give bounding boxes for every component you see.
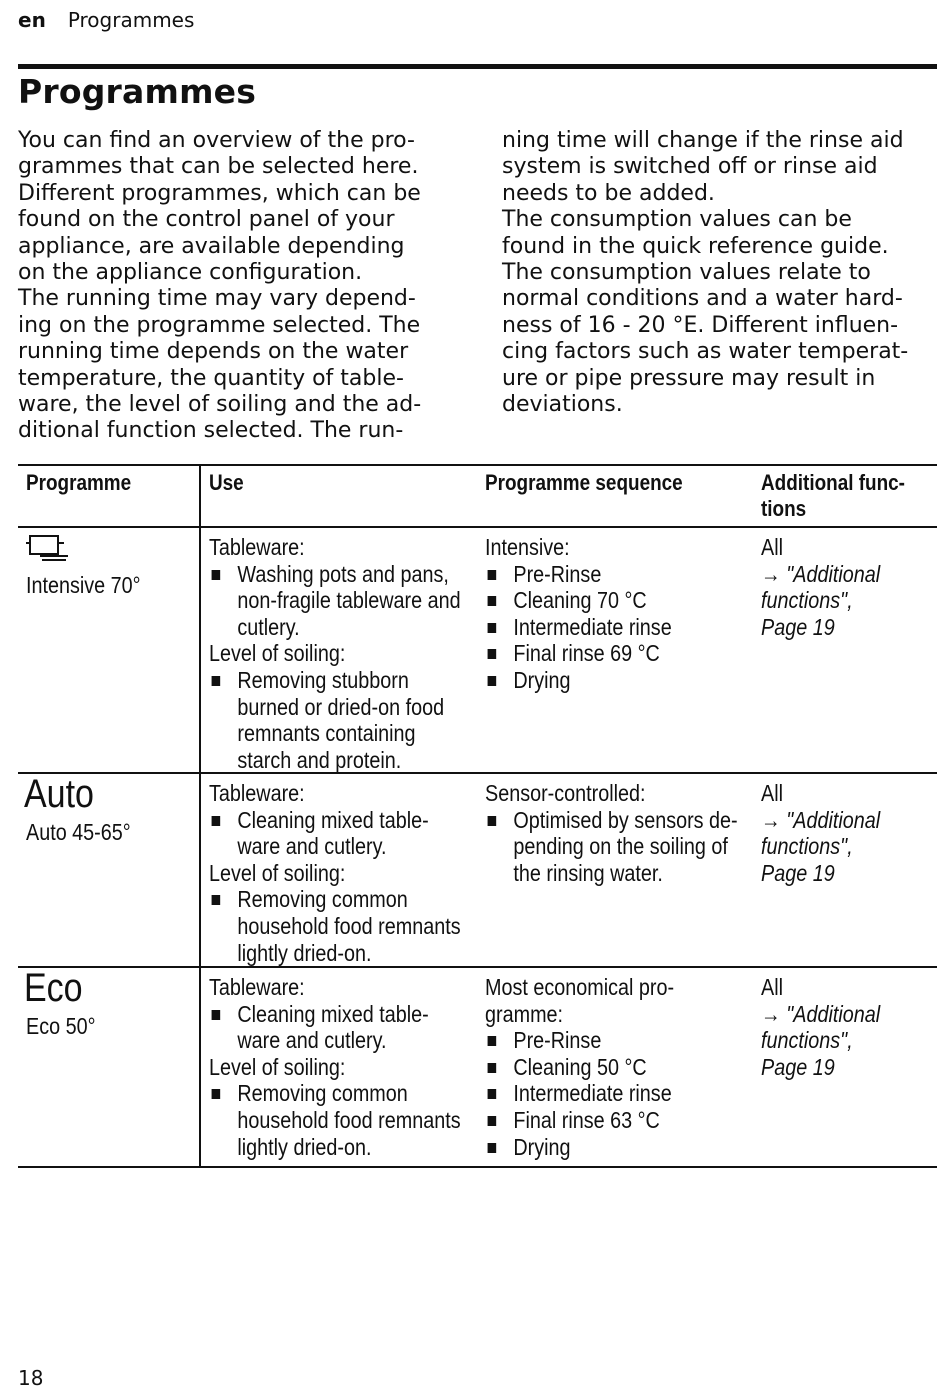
column-divider-1 <box>199 466 201 1166</box>
use-cell: Tableware: Washing pots and pans, non-fragile tableware and cutlery. Level of soiling: Removing stubborn burned or dried-on food remnants containing starch and protein. <box>209 534 476 773</box>
intro-left-column: You can find an overview of the pro- grammes that can be selected here. Different programmes, which can be found on the control panel of your appliance, are available depending on the appliance configuration. The running time may vary depend- ing on the programme selected. The running time depends on the water temperature, the quantity of table- ware, the level of soiling and the ad- ditional function selected. The run- <box>18 128 422 444</box>
table-bottom-rule <box>18 1166 937 1168</box>
section-name: Programmes <box>67 8 195 32</box>
column-header-additional: Additional func- tions <box>761 470 905 521</box>
cross-reference-link[interactable]: → "Additional <box>761 1000 881 1027</box>
page-number: 18 <box>18 1366 44 1390</box>
additional-cell: All → "Additional functions", Page 19 <box>761 534 933 640</box>
title-rule <box>18 64 937 69</box>
intro-right-column: ning time will change if the rinse aid system is switched off or rinse aid needs to be added. The consumption values can be found in the quick reference guide. The consumption values relate to normal conditions and a water hard- ness of 16 - 20 °E. Different influen- cing factors such as water temperat- ure or pipe pressure may result in deviations. <box>502 128 909 418</box>
arrow-icon: → <box>761 560 781 587</box>
row-rule-1 <box>18 772 937 774</box>
sequence-cell: Sensor-controlled: Optimised by sensors de- pending on the soiling of the rinsing water. <box>485 780 752 886</box>
sequence-cell: Most economical pro- gramme: Pre-Rinse Cleaning 50 °C Intermediate rinse Final rinse 63 °C Drying <box>485 974 752 1160</box>
column-header-programme: Programme <box>26 470 132 495</box>
programme-name: Intensive 70° <box>26 572 141 598</box>
row-rule-2 <box>18 966 937 968</box>
language-code: en <box>18 8 46 32</box>
cross-reference-link[interactable]: → "Additional <box>761 560 881 587</box>
programme-symbol-text: Auto <box>24 772 94 816</box>
additional-cell: All → "Additional functions", Page 19 <box>761 780 933 886</box>
table-top-rule <box>18 464 937 466</box>
programme-name: Auto 45-65° <box>26 819 131 845</box>
additional-cell: All → "Additional functions", Page 19 <box>761 974 933 1080</box>
column-header-sequence: Programme sequence <box>485 470 683 495</box>
header-bottom-rule <box>18 526 937 528</box>
use-cell: Tableware: Cleaning mixed table- ware and cutlery. Level of soiling: Removing common household food remnants lightly dried-on. <box>209 974 476 1160</box>
cross-reference-link[interactable]: → "Additional <box>761 806 881 833</box>
arrow-icon: → <box>761 1000 781 1027</box>
column-header-use: Use <box>209 470 244 495</box>
intensive-pot-icon <box>26 532 72 566</box>
page-title: Programmes <box>18 72 257 111</box>
use-cell: Tableware: Cleaning mixed table- ware and cutlery. Level of soiling: Removing common household food remnants lightly dried-on. <box>209 780 476 966</box>
programme-name: Eco 50° <box>26 1013 96 1039</box>
page-header <box>18 8 194 32</box>
programme-symbol-text: Eco <box>24 966 83 1010</box>
arrow-icon: → <box>761 806 781 833</box>
sequence-cell: Intensive: Pre-Rinse Cleaning 70 °C Intermediate rinse Final rinse 69 °C Drying <box>485 534 752 694</box>
